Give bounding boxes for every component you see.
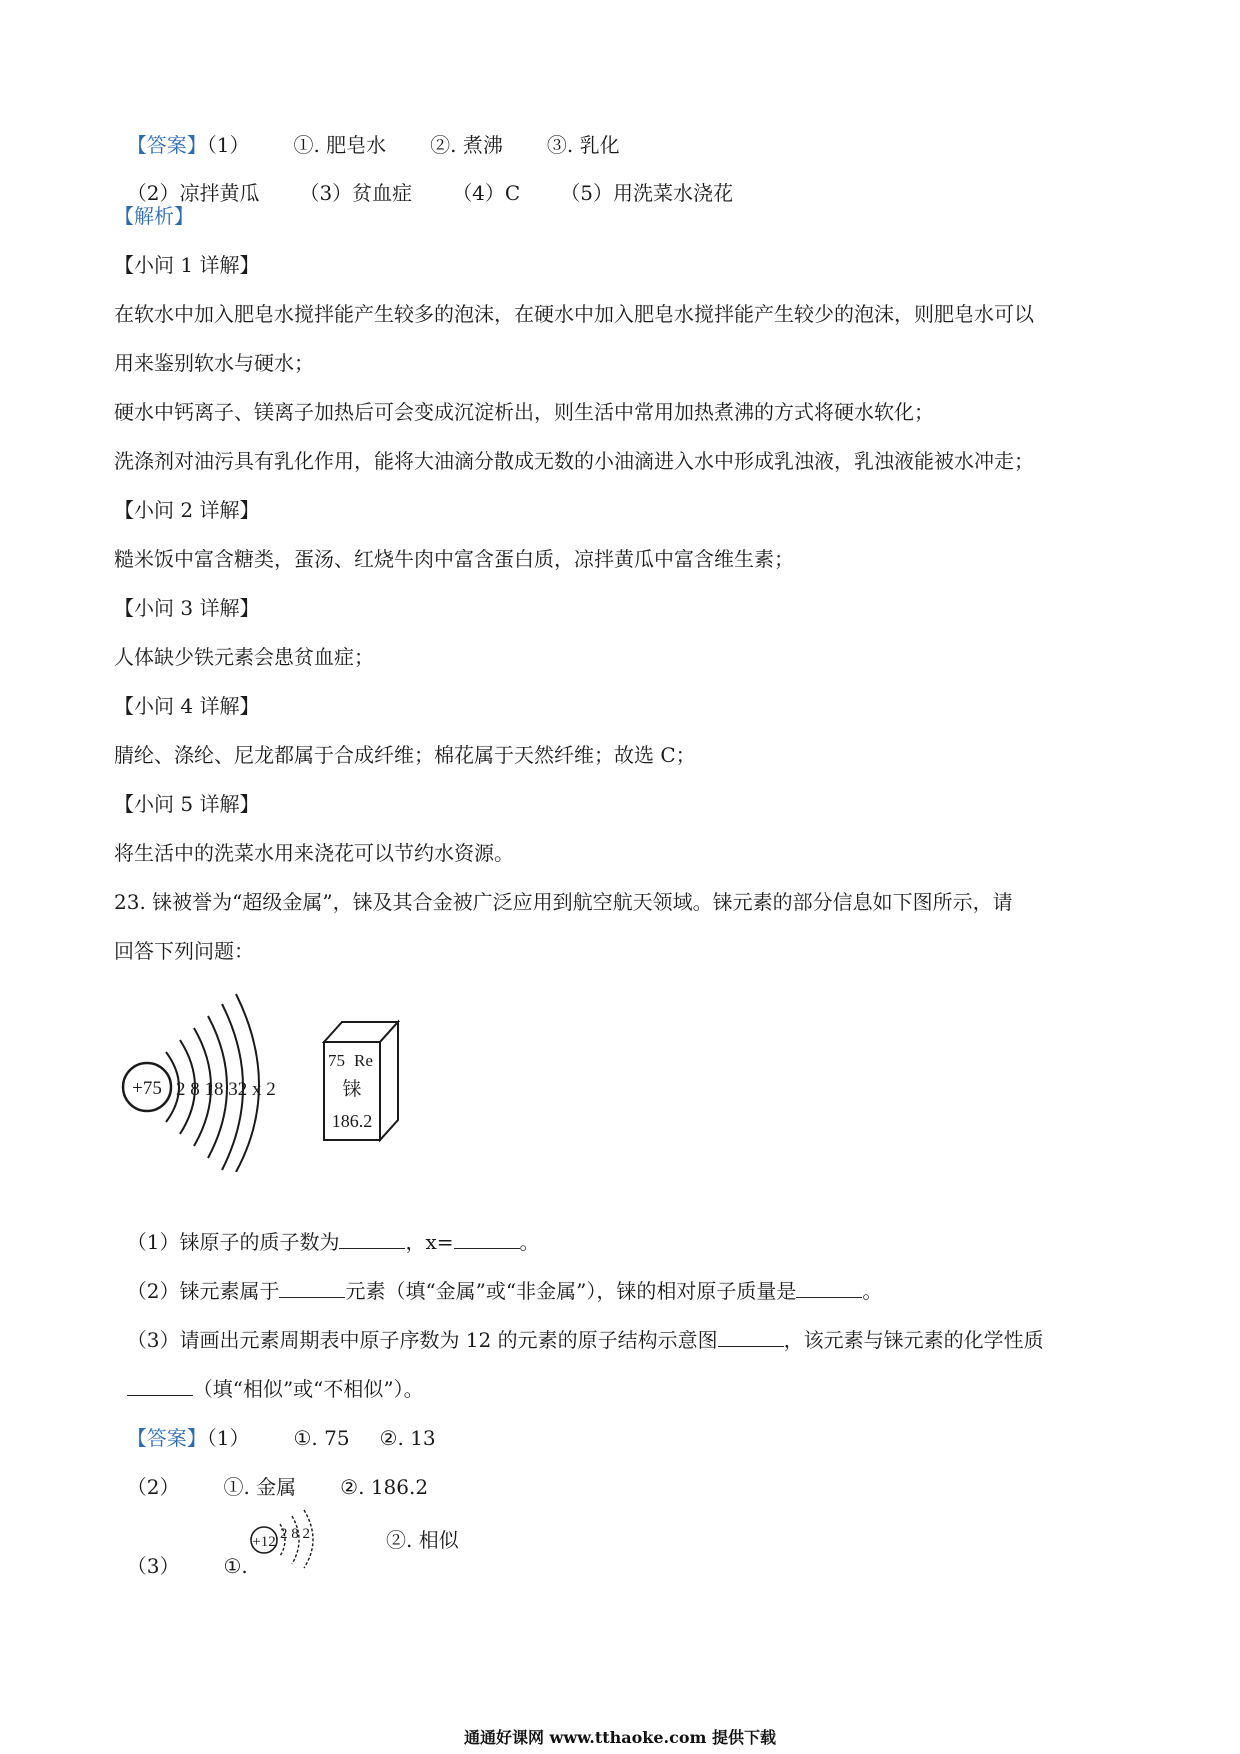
- element-symbol: Re: [354, 1051, 373, 1070]
- cell-side-face: [380, 1022, 398, 1140]
- rhenium-atom-diagram: [118, 992, 298, 1172]
- q5-paragraph: 将生活中的洗菜水用来浇花可以节约水资源。: [114, 841, 514, 865]
- answer-23-2a: ①. 金属: [223, 1475, 297, 1499]
- answer-23-tag: 【答案】: [126, 1426, 207, 1450]
- rhenium-element-cell: [318, 1016, 408, 1142]
- q4-heading: 【小问 4 详解】: [114, 694, 260, 718]
- mg-nucleus-charge: +12: [252, 1534, 276, 1550]
- part-2-text-c: 。: [862, 1279, 883, 1303]
- answer-23-1b: ②. 13: [379, 1426, 436, 1450]
- answer-blank[interactable]: [127, 1377, 193, 1396]
- answer-line-1: [114, 106, 620, 158]
- part-1-text-b: ，x=: [405, 1230, 454, 1254]
- answer-label: （1）: [206, 133, 250, 157]
- answer-part-5: （5）用洗菜水浇花: [560, 181, 733, 205]
- answer-blank[interactable]: [796, 1279, 862, 1298]
- answer-blank[interactable]: [454, 1230, 520, 1249]
- part-3-text-a: （3）请画出元素周期表中原子序数为 12 的元素的原子结构示意图: [126, 1328, 718, 1352]
- q1-paragraph-1a: 在软水中加入肥皂水搅拌能产生较多的泡沫，在硬水中加入肥皂水搅拌能产生较少的泡沫，则肥皂水可以: [114, 302, 1034, 326]
- question-23-part-3: [114, 1301, 1044, 1353]
- magnesium-atom-diagram: [248, 1506, 338, 1570]
- answer-tag: 【答案】: [126, 133, 207, 157]
- part-3-text-c: （填“相似”或“不相似”）。: [192, 1377, 424, 1401]
- shell-electron-counts: 2 8 18 32 x 2: [176, 1079, 276, 1100]
- answer-blank[interactable]: [718, 1328, 784, 1347]
- question-23-stem-b: 回答下列问题：: [114, 939, 254, 963]
- q1-paragraph-2: 硬水中钙离子、镁离子加热后可会变成沉淀析出，则生活中常用加热煮沸的方式将硬水软化；: [114, 400, 934, 424]
- part-1-text-c: 。: [519, 1230, 540, 1254]
- question-23-stem-a: 23. 铼被誉为“超级金属”，铼及其合金被广泛应用到航空航天领域。铼元素的部分信息如下图所示，请: [114, 890, 1013, 914]
- q3-heading: 【小问 3 详解】: [114, 596, 260, 620]
- answer-item-2: ②. 煮沸: [430, 133, 503, 157]
- answer-23-line-3: [114, 1527, 248, 1579]
- answer-23-label-3: （3）: [126, 1554, 180, 1578]
- analysis-tag: 【解析】: [114, 204, 194, 228]
- answer-23-2b: ②. 186.2: [340, 1475, 429, 1499]
- nucleus-charge: +75: [132, 1078, 162, 1099]
- part-3-text-b: ，该元素与铼元素的化学性质: [783, 1328, 1044, 1352]
- q1-paragraph-1b: 用来鉴别软水与硬水；: [114, 351, 314, 375]
- q3-paragraph: 人体缺少铁元素会患贫血症；: [114, 645, 374, 669]
- answer-item-3: ③. 乳化: [546, 133, 620, 157]
- element-name: 铼: [342, 1079, 362, 1100]
- q1-heading: 【小问 1 详解】: [114, 253, 260, 277]
- q2-heading: 【小问 2 详解】: [114, 498, 260, 522]
- question-23-part-1: [114, 1203, 540, 1255]
- atomic-mass: 186.2: [331, 1111, 373, 1131]
- answer-blank[interactable]: [339, 1230, 405, 1249]
- answer-blank[interactable]: [279, 1279, 345, 1298]
- answer-item-1: ①. 肥皂水: [293, 133, 387, 157]
- q5-heading: 【小问 5 详解】: [114, 792, 260, 816]
- answer-23-label-2: （2）: [126, 1475, 180, 1499]
- answer-part-3: （3）贫血症: [299, 181, 413, 205]
- answer-line-2: [114, 154, 733, 206]
- part-2-text-a: （2）铼元素属于: [126, 1279, 280, 1303]
- answer-part-4: （4）C: [452, 181, 521, 205]
- footer-watermark: 通通好课网 www.tthaoke.com 提供下载: [463, 1728, 777, 1747]
- part-1-text-a: （1）铼原子的质子数为: [126, 1230, 340, 1254]
- q4-paragraph: 腈纶、涤纶、尼龙都属于合成纤维；棉花属于天然纤维；故选 C；: [114, 743, 696, 767]
- question-23-part-2: [114, 1252, 882, 1304]
- answer-part-2: （2）凉拌黄瓜: [126, 181, 260, 205]
- answer-23-1a: ①. 75: [293, 1426, 350, 1450]
- answer-23-label-1: （1）: [206, 1426, 250, 1450]
- q2-paragraph: 糙米饭中富含糖类，蛋汤、红烧牛肉中富含蛋白质，凉拌黄瓜中富含维生素；: [114, 547, 794, 571]
- q1-paragraph-3: 洗涤剂对油污具有乳化作用，能将大油滴分散成无数的小油滴进入水中形成乳浊液，乳浊液能被水冲走；: [114, 449, 1034, 473]
- answer-23-line-1: [114, 1399, 436, 1451]
- answer-23-line-2: [114, 1448, 428, 1500]
- question-23-part-3-cont: [114, 1350, 424, 1402]
- atomic-number: 75: [328, 1051, 345, 1070]
- part-2-text-b: 元素（填“金属”或“非金属”），铼的相对原子质量是: [345, 1279, 797, 1303]
- answer-23-3a: ①.: [223, 1554, 248, 1578]
- mg-shell-counts: 2 8 2: [280, 1526, 310, 1542]
- answer-23-3b: ②. 相似: [386, 1528, 459, 1552]
